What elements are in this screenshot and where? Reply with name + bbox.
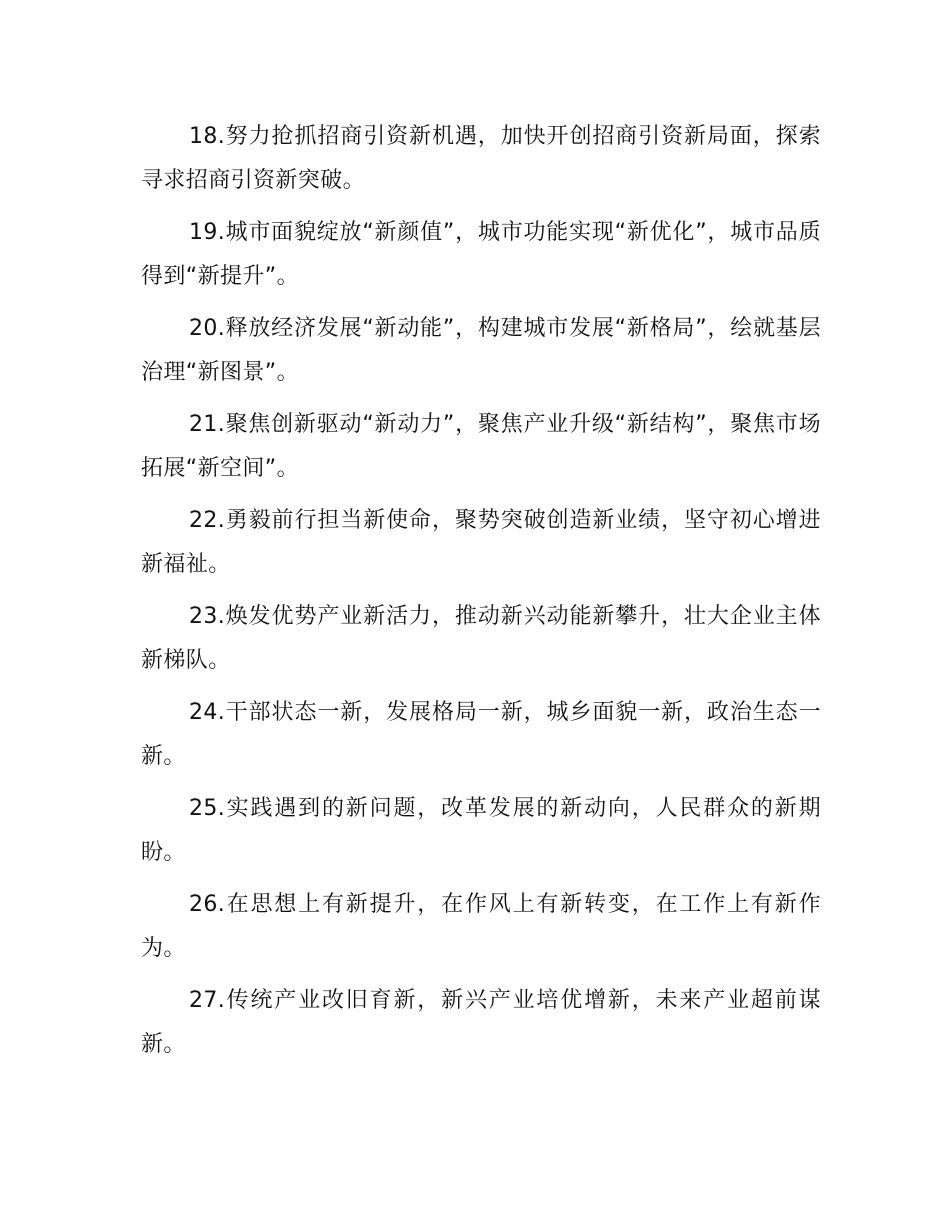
paragraph-22: 22.勇毅前行担当新使命，聚势突破创造新业绩，坚守初心增进新福祉。	[141, 508, 821, 577]
document-body	[141, 115, 821, 1075]
paragraph-21: 21.聚焦创新驱动“新动力”，聚焦产业升级“新结构”，聚焦市场拓展“新空间”。	[141, 412, 821, 481]
paragraph-26: 26.在思想上有新提升，在作风上有新转变，在工作上有新作为。	[141, 892, 821, 961]
paragraph-19: 19.城市面貌绽放“新颜值”，城市功能实现“新优化”，城市品质得到“新提升”。	[141, 220, 821, 289]
paragraph-24: 24.干部状态一新，发展格局一新，城乡面貌一新，政治生态一新。	[141, 700, 821, 769]
paragraph-27: 27.传统产业改旧育新，新兴产业培优增新，未来产业超前谋新。	[141, 988, 821, 1057]
paragraph-20: 20.释放经济发展“新动能”，构建城市发展“新格局”，绘就基层治理“新图景”。	[141, 316, 821, 385]
paragraph-23: 23.焕发优势产业新活力，推动新兴动能新攀升，壮大企业主体新梯队。	[141, 604, 821, 673]
paragraph-25: 25.实践遇到的新问题，改革发展的新动向，人民群众的新期盼。	[141, 796, 821, 865]
paragraph-18: 18.努力抢抓招商引资新机遇，加快开创招商引资新局面，探索寻求招商引资新突破。	[141, 124, 821, 193]
